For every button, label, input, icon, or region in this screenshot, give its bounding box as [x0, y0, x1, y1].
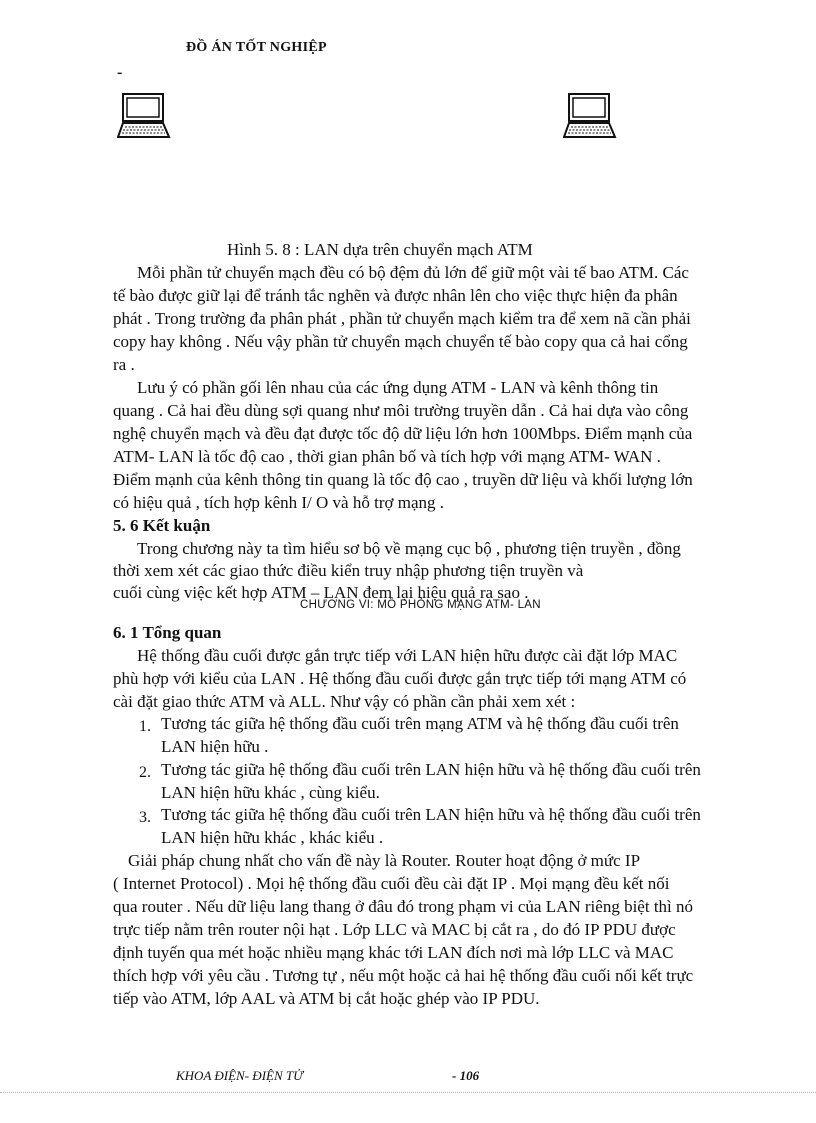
paragraph-line: Trong chương này ta tìm hiểu sơ bộ về mạng cục bộ , phương tiện truyền , đồng	[137, 539, 681, 558]
section-heading: 5. 6 Kết kuận	[113, 516, 211, 535]
paragraph-line: định tuyến qua mét hoặc nhiều mạng khác tới LAN đích nơi mà lớp LLC và MAC	[113, 943, 674, 962]
paragraph-line: tế bào được giữ lại để tránh tắc nghẽn và được nhân lên cho việc thực hiện đa phân	[113, 286, 678, 305]
paragraph-line: Lưu ý có phần gối lên nhau của các ứng dụng ATM - LAN và kênh thông tin	[137, 378, 659, 397]
header-dash: -	[117, 64, 123, 81]
paragraph-line: thời xem xét các giao thức điều kiển truy nhập phương tiện truyền và	[113, 561, 584, 580]
figure-caption: Hình 5. 8 : LAN dựa trên chuyển mạch ATM	[227, 240, 533, 259]
paragraph-line: có hiệu quả , tích hợp kênh I/ O và hỗ trợ mạng .	[113, 493, 444, 512]
footer-department: KHOA ĐIỆN- ĐIỆN TỬ	[176, 1068, 303, 1083]
page-number: - 106	[452, 1068, 480, 1083]
list-item-line: Tương tác giữa hệ thống đầu cuối trên LAN hiện hữu và hệ thống đầu cuối trên	[161, 760, 701, 779]
list-item-line: Tương tác giữa hệ thống đầu cuối trên LAN hiện hữu và hệ thống đầu cuối trên	[161, 805, 701, 824]
paragraph-line: thích hợp với yêu cầu . Tương tự , nếu một hoặc cả hai hệ thống đầu cuối nối kết trực	[113, 966, 694, 985]
list-item-line: LAN hiện hữu khác , khác kiểu .	[161, 828, 384, 847]
paragraph-line: Mỗi phần tử chuyển mạch đều có bộ đệm đủ lớn để giữ một vài tế bao ATM. Các	[137, 263, 689, 282]
paragraph-line: cài đặt giao thức ATM và ALL. Như vậy có phần cần phải xem xét :	[113, 692, 576, 711]
paragraph-line: cuối cùng việc kết hợp ATM – LAN đem lại hiệu quả ra sao .	[113, 583, 529, 602]
paragraph-line: ra .	[113, 355, 135, 374]
paragraph-line: nghệ chuyển mạch và đều đạt được tốc độ dữ liệu lớn hơn 100Mbps. Điểm mạnh của	[113, 424, 693, 443]
paragraph-line: trực tiếp nằm trên router nội hạt . Lớp LLC và MAC bị cắt ra , do đó IP PDU được	[113, 920, 676, 939]
paragraph-line: quang . Cả hai đều dùng sợi quang như môi trường truyền dẫn . Cả hai dựa vào công	[113, 401, 689, 420]
section-heading: 6. 1 Tổng quan	[113, 623, 222, 642]
paragraph-line: ATM- LAN là tốc độ cao , thời gian phân bố và tích hợp với mạng ATM- WAN .	[113, 447, 661, 466]
list-item-line: LAN hiện hữu .	[161, 737, 269, 756]
paragraph-line: qua router . Nếu dữ liệu lang thang ở đâu đó trong phạm vi của LAN riêng biệt thì nó	[113, 897, 694, 916]
chapter-heading: CHƯƠNG VI: MÔ PHỎNG MẠNG ATM- LAN	[300, 599, 541, 611]
paragraph-line: phù hợp với kiểu của LAN . Hệ thống đầu cuối được gắn trực tiếp tới mạng ATM có	[113, 669, 687, 688]
list-number: 3.	[139, 809, 151, 826]
paragraph-line: Hệ thống đầu cuối được gắn trực tiếp với LAN hiện hữu được cài đặt lớp MAC	[137, 646, 678, 665]
paragraph-line: phát . Trong trường đa phân phát , phần tử chuyển mạch kiểm tra để xem nã cần phải	[113, 309, 691, 328]
paragraph-line: ( Internet Protocol) . Mọi hệ thống đầu cuối đều cài đặt IP . Mọi mạng đều kết nối	[113, 874, 670, 893]
list-item-line: Tương tác giữa hệ thống đầu cuối trên mạng ATM và hệ thống đầu cuối trên	[161, 714, 679, 733]
paragraph-line: tiếp vào ATM, lớp AAL và ATM bị cắt hoặc ghép vào IP PDU.	[113, 989, 540, 1008]
computer-icon	[563, 93, 617, 139]
list-number: 2.	[139, 764, 151, 781]
paragraph-line: Giải pháp chung nhất cho vấn đề này là Router. Router hoạt động ở mức IP	[128, 851, 641, 870]
computer-icon	[117, 93, 171, 139]
list-number: 1.	[139, 718, 151, 735]
footer-divider	[0, 1092, 816, 1093]
paragraph-line: copy hay không . Nếu vậy phần tử chuyển mạch chuyển tế bào copy qua cả hai cổng	[113, 332, 688, 351]
list-item-line: LAN hiện hữu khác , cùng kiểu.	[161, 783, 380, 802]
page-header-title: ĐỒ ÁN TỐT NGHIỆP	[186, 40, 327, 55]
paragraph-line: Điểm mạnh của kênh thông tin quang là tốc độ cao , truyền dữ liệu và khối lượng lớn	[113, 470, 693, 489]
